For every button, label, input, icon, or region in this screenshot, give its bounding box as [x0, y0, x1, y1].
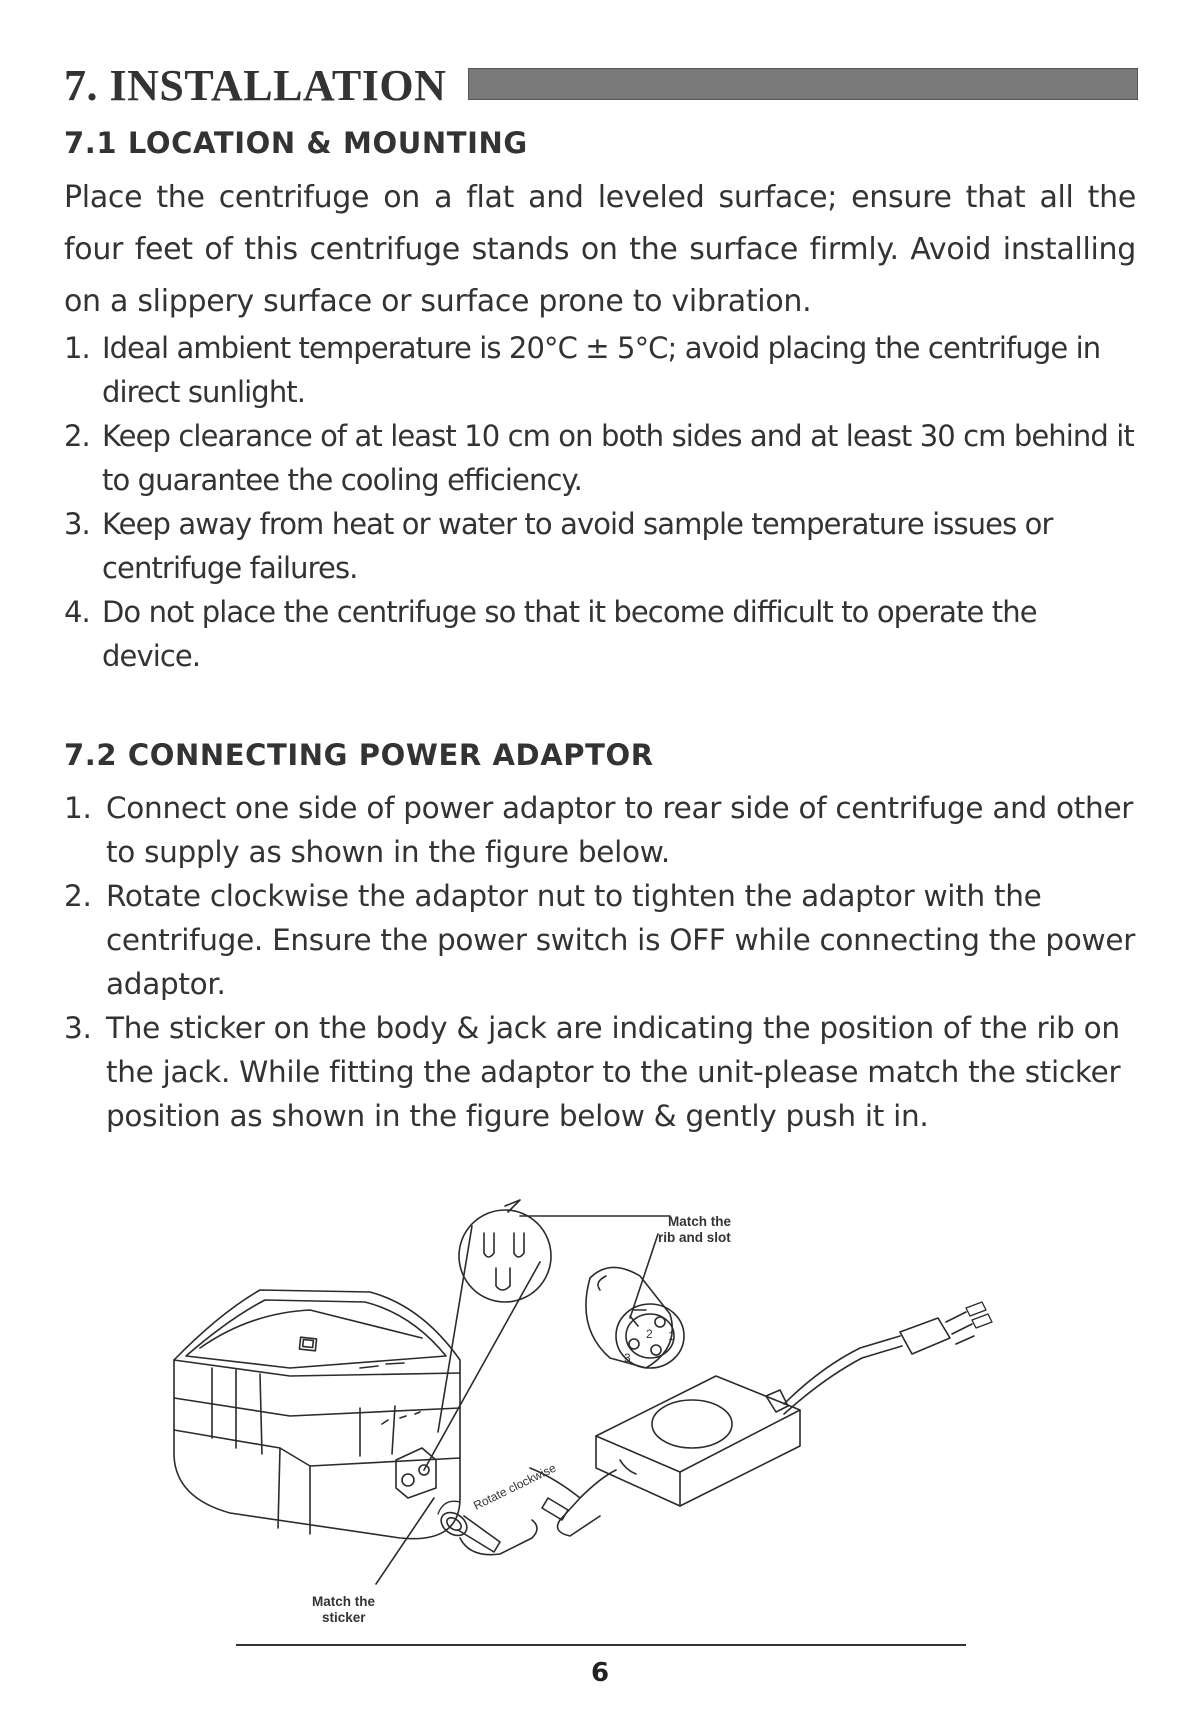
section-title: 7. INSTALLATION — [64, 61, 447, 110]
list-item-text: The sticker on the body & jack are indicating the position of the rib on the jack. While fitting the adaptor to the unit-please match the sticker position as shown in the figure below & gently push it in. — [106, 1011, 1121, 1133]
list-item-number: 3. — [64, 507, 90, 541]
list-item-number: 3. — [64, 1011, 92, 1045]
rib-callout-pointer — [630, 1234, 658, 1318]
footer-divider — [236, 1644, 966, 1646]
power-cord-illustration — [784, 1302, 992, 1414]
list-item-text: Rotate clockwise the adaptor nut to tighten the adaptor with the centrifuge. Ensure the power switch is OFF while connecting the power adaptor. — [106, 879, 1136, 1001]
list-item-text: Do not place the centrifuge so that it become difficult to operate the device. — [102, 595, 1037, 673]
list-item-text: Connect one side of power adaptor to rear side of centrifuge and other to supply as shown in the figure below. — [106, 791, 1134, 869]
list-item-text: Keep away from heat or water to avoid sample temperature issues or centrifuge failures. — [102, 507, 1053, 585]
callout-line — [438, 1226, 472, 1432]
pin-label: 3 — [624, 1351, 631, 1365]
subsection-heading-location: 7.1 LOCATION & MOUNTING — [64, 126, 528, 160]
power-steps-list — [64, 786, 1136, 1138]
power-adaptor-brick — [596, 1376, 800, 1506]
list-item — [64, 1006, 1136, 1138]
sticker-label-line2: sticker — [322, 1610, 366, 1625]
list-item-number: 1. — [64, 791, 92, 825]
location-steps-list — [64, 326, 1136, 678]
pin-label: 1 — [668, 1329, 675, 1343]
list-item-number: 4. — [64, 595, 90, 629]
page-number: 6 — [590, 1658, 610, 1688]
list-item-number: 2. — [64, 879, 92, 913]
list-item — [64, 414, 1136, 502]
callout-line — [424, 1262, 540, 1470]
sticker-label-line1: Match the — [312, 1594, 376, 1609]
list-item — [64, 590, 1136, 678]
rib-slot-label-line2: rib and slot — [658, 1230, 731, 1245]
list-item-text: Ideal ambient temperature is 20°C ± 5°C; avoid placing the centrifuge in direct sunlight. — [102, 331, 1101, 409]
list-item — [64, 326, 1136, 414]
list-item-number: 1. — [64, 331, 90, 365]
list-item — [64, 502, 1136, 590]
power-adaptor-connection-figure — [160, 1198, 1020, 1643]
section-header — [64, 58, 1136, 114]
rib-slot-label-line1: Match the — [668, 1214, 732, 1229]
rotate-clockwise-label: Rotate clockwise — [471, 1460, 559, 1513]
location-intro-paragraph: Place the centrifuge on a flat and leveled surface; ensure that all the four feet of this centrifuge stands on the surface firmly. Avoid installing on a slippery surface or surface prone to vibration. — [64, 180, 1136, 319]
list-item — [64, 786, 1136, 874]
centrifuge-illustration — [174, 1290, 460, 1539]
title-decorative-bar — [468, 68, 1138, 100]
list-item — [64, 874, 1136, 1006]
pin-label: 2 — [646, 1327, 653, 1341]
subsection-heading-power: 7.2 CONNECTING POWER ADAPTOR — [64, 738, 654, 772]
sticker-callout-line — [376, 1498, 434, 1584]
connector-plug-illustration — [586, 1267, 684, 1368]
list-item-text: Keep clearance of at least 10 cm on both sides and at least 30 cm behind it to guarantee the cooling efficiency. — [102, 419, 1134, 497]
list-item-number: 2. — [64, 419, 90, 453]
